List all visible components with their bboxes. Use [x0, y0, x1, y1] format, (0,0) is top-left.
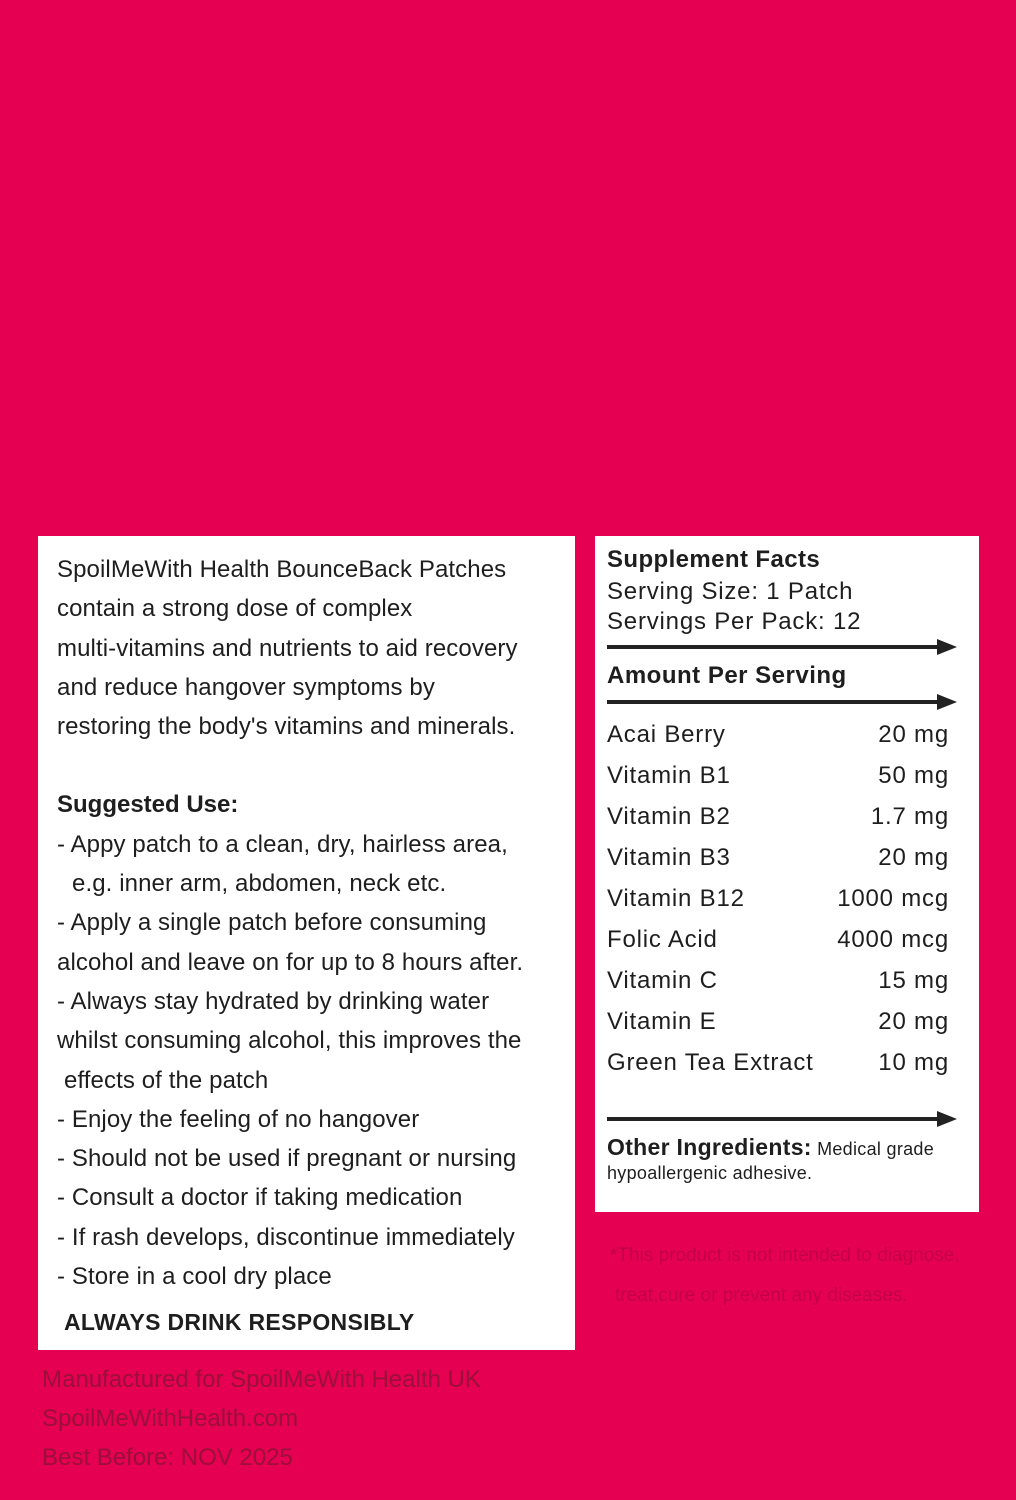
nutrient-row: [607, 837, 949, 878]
manufacturer-line: Manufactured for SpoilMeWith Health UK: [42, 1366, 481, 1393]
nutrient-name: Vitamin B2: [607, 803, 731, 830]
nutrient-amount: 1000 mcg: [837, 885, 949, 912]
disclaimer: [610, 1236, 990, 1316]
website-text: SpoilMeWithHealth.com: [42, 1405, 299, 1432]
use-line: - Consult a doctor if taking medication: [57, 1184, 463, 1212]
description-line: multi-vitamins and nutrients to aid recovery: [57, 634, 518, 662]
nutrient-row: [607, 714, 949, 755]
nutrient-name: Vitamin B1: [607, 762, 731, 789]
divider-arrow-icon: [607, 1111, 957, 1127]
use-line: - Apply a single patch before consuming: [57, 909, 487, 937]
nutrient-amount: 4000 mcg: [837, 926, 949, 953]
nutrient-row: [607, 1042, 949, 1083]
manufacturer-info: [42, 1360, 481, 1477]
divider-arrow-icon: [607, 639, 957, 655]
nutrient-name: Acai Berry: [607, 721, 726, 748]
description-line: and reduce hangover symptoms by: [57, 673, 435, 701]
nutrient-row: [607, 878, 949, 919]
description-line: SpoilMeWith Health BounceBack Patches: [57, 556, 507, 583]
supplement-facts-panel: [595, 536, 979, 1212]
nutrient-name: Folic Acid: [607, 926, 718, 953]
supplement-facts-title: Supplement Facts: [607, 546, 821, 573]
nutrient-row: [607, 919, 949, 960]
other-ingredients-label: Other Ingredients:: [607, 1134, 812, 1160]
nutrient-list: [607, 714, 979, 1083]
use-line: alcohol and leave on for up to 8 hours after.: [57, 948, 524, 976]
use-line: - Always stay hydrated by drinking water: [57, 987, 490, 1015]
nutrient-amount: 1.7 mg: [870, 803, 949, 830]
product-description: [57, 550, 565, 746]
best-before-date: Best Before: NOV 2025: [42, 1444, 293, 1471]
divider-arrow-icon: [607, 694, 957, 710]
other-ingredients-text: hypoallergenic adhesive.: [607, 1163, 813, 1183]
nutrient-name: Vitamin B12: [607, 885, 745, 912]
nutrient-amount: 50 mg: [878, 762, 949, 789]
other-ingredients: [607, 1135, 979, 1185]
nutrient-name: Vitamin B3: [607, 844, 731, 871]
product-info-panel: [38, 536, 575, 1350]
nutrient-name: Green Tea Extract: [607, 1049, 814, 1076]
description-line: restoring the body's vitamins and minerals.: [57, 713, 516, 741]
nutrient-row: [607, 960, 949, 1001]
use-line: - Should not be used if pregnant or nursing: [57, 1145, 517, 1173]
other-ingredients-text: Medical grade: [817, 1139, 935, 1159]
servings-per-pack: Servings Per Pack: 12: [607, 608, 862, 635]
nutrient-amount: 20 mg: [878, 1008, 949, 1035]
use-line: - Appy patch to a clean, dry, hairless area,: [57, 830, 508, 858]
nutrient-name: Vitamin E: [607, 1008, 717, 1035]
use-line: effects of the patch: [64, 1066, 269, 1094]
use-line: - Store in a cool dry place: [57, 1263, 332, 1291]
description-line: contain a strong dose of complex: [57, 595, 413, 623]
nutrient-row: [607, 1001, 949, 1042]
nutrient-amount: 15 mg: [878, 967, 949, 994]
use-line: whilst consuming alcohol, this improves the: [57, 1027, 522, 1055]
suggested-use-heading: Suggested Use:: [57, 791, 239, 819]
nutrient-amount: 10 mg: [878, 1049, 949, 1076]
use-line: e.g. inner arm, abdomen, neck etc.: [72, 870, 447, 898]
suggested-use-list: [57, 825, 565, 1297]
amount-per-serving-heading: Amount Per Serving: [607, 662, 847, 689]
disclaimer-line: treat,cure or prevent any diseases.: [615, 1285, 908, 1306]
nutrient-row: [607, 796, 949, 837]
nutrient-amount: 20 mg: [878, 844, 949, 871]
serving-size: Serving Size: 1 Patch: [607, 578, 854, 605]
nutrient-name: Vitamin C: [607, 967, 718, 994]
nutrient-amount: 20 mg: [878, 721, 949, 748]
disclaimer-line: *This product is not intended to diagnose,: [610, 1245, 960, 1266]
nutrient-row: [607, 755, 949, 796]
use-line: - If rash develops, discontinue immediately: [57, 1223, 515, 1251]
use-line: - Enjoy the feeling of no hangover: [57, 1105, 420, 1133]
drink-responsibly-notice: ALWAYS DRINK RESPONSIBLY: [64, 1309, 415, 1336]
